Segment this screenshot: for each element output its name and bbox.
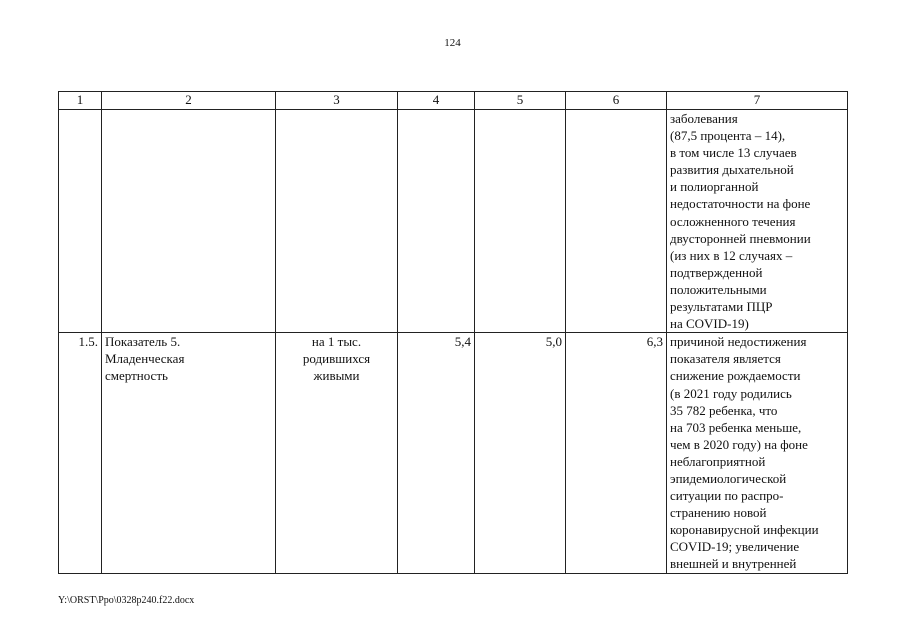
- cell-text-line: двусторонней пневмонии: [670, 230, 811, 246]
- cell-text-line: коронавирусной инфекции: [670, 522, 819, 538]
- cell-text-line: неблагоприятной: [670, 453, 766, 469]
- cell-text-line: внешней и внутренней: [670, 556, 797, 572]
- cell-text-line: живыми: [313, 368, 360, 384]
- cell-text-line: причиной недостижения: [670, 334, 807, 350]
- comment-cell: [667, 110, 848, 333]
- unit-cell: [276, 110, 398, 333]
- column-header: 4: [398, 92, 475, 110]
- cell-text-line: на COVID-19): [670, 316, 749, 332]
- cell-text-line: 35 782 ребенка, что: [670, 402, 778, 418]
- column-header: 7: [667, 92, 848, 110]
- cell-text-line: осложненного течения: [670, 213, 796, 229]
- row-number-cell: 1.5.: [59, 333, 102, 573]
- table-header-row: [59, 92, 848, 110]
- value-cell-5: 5,0: [475, 333, 566, 573]
- cell-text-line: (из них в 12 случаях –: [670, 247, 793, 263]
- column-header: 6: [566, 92, 667, 110]
- cell-text-line: результатами ПЦР: [670, 299, 773, 315]
- cell-text-line: недостаточности на фоне: [670, 196, 811, 212]
- column-header: 3: [276, 92, 398, 110]
- cell-text-line: Показатель 5.: [105, 334, 181, 350]
- cell-text-line: чем в 2020 году) на фоне: [670, 436, 808, 452]
- cell-text-line: Младенческая: [105, 351, 185, 367]
- file-path-footer: Y:\ORST\Ppo\0328p240.f22.docx: [58, 595, 195, 606]
- value-cell-6: 6,3: [566, 333, 667, 573]
- cell-text-line: ситуации по распро-: [670, 488, 784, 504]
- report-table: [58, 91, 848, 574]
- cell-text-line: (87,5 процента – 14),: [670, 128, 786, 144]
- cell-text-line: снижение рождаемости: [670, 368, 801, 384]
- cell-text-line: подтвержденной: [670, 264, 763, 280]
- value-cell-4: [398, 110, 475, 333]
- cell-text-line: (в 2021 году родились: [670, 385, 792, 401]
- value-cell-4: 5,4: [398, 333, 475, 573]
- cell-text-line: родившихся: [302, 351, 371, 367]
- unit-cell: [276, 333, 398, 573]
- cell-text-line: заболевания: [670, 111, 738, 126]
- cell-text-line: странению новой: [670, 505, 767, 521]
- table-row: [59, 110, 848, 333]
- column-header: 5: [475, 92, 566, 110]
- cell-text-line: на 703 ребенка меньше,: [670, 419, 802, 435]
- cell-text-line: развития дыхательной: [670, 162, 794, 178]
- table-row: [59, 333, 848, 573]
- column-header: 1: [59, 92, 102, 110]
- cell-text-line: положительными: [670, 281, 767, 297]
- indicator-name-cell: [102, 333, 276, 573]
- value-cell-6: [566, 110, 667, 333]
- cell-text-line: смертность: [105, 368, 168, 384]
- cell-text-line: в том числе 13 случаев: [670, 145, 797, 161]
- row-number-cell: [59, 110, 102, 333]
- column-header: 2: [102, 92, 276, 110]
- cell-text-line: эпидемиологической: [670, 470, 787, 486]
- page-number: 124: [444, 37, 461, 49]
- comment-cell: [667, 333, 848, 573]
- value-cell-5: [475, 110, 566, 333]
- cell-text-line: показателя является: [670, 351, 781, 367]
- cell-text-line: и полиорганной: [670, 179, 759, 195]
- indicator-name-cell: [102, 110, 276, 333]
- cell-text-line: на 1 тыс.: [311, 334, 362, 350]
- cell-text-line: COVID-19; увеличение: [670, 539, 800, 555]
